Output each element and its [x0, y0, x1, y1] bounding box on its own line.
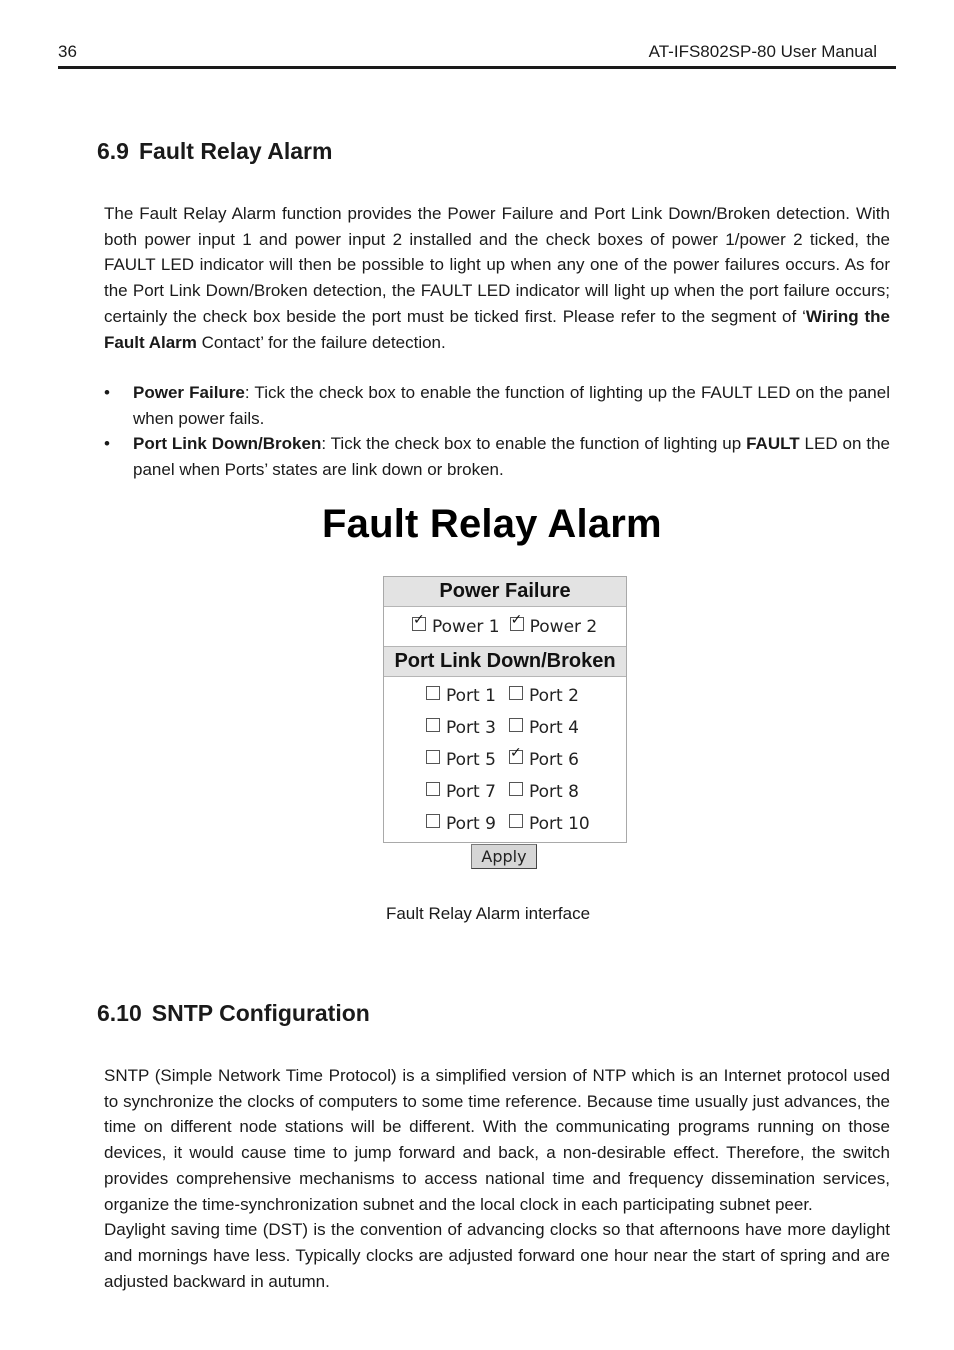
port-label: Port 4 — [529, 718, 579, 738]
port-label: Port 3 — [446, 718, 496, 738]
port-2-checkbox[interactable] — [509, 686, 523, 700]
port-7-checkbox[interactable] — [426, 782, 440, 796]
port-row — [384, 814, 668, 834]
port-label: Port 6 — [529, 750, 579, 770]
port-8-option[interactable] — [509, 782, 579, 802]
port-6-checkbox[interactable] — [509, 750, 523, 764]
bullet-dot: • — [104, 383, 110, 402]
port-label: Port 9 — [446, 814, 496, 834]
power-1-checkbox[interactable] — [412, 617, 426, 631]
header-rule — [58, 66, 896, 69]
port-9-option[interactable] — [426, 814, 509, 834]
sntp-paragraph-1: SNTP (Simple Network Time Protocol) is a simplified version of NTP which is an Internet protocol used to synchronize the clocks of computers to some time reference. Because time usually just advances, the time on different node stations will be different. With the communicating programs running on those devices, it would cause time to jump forward and back, a non-desirable effect. Therefore, the switch provides comprehensive mechanisms to access national time and frequency dissemination services, organize the time-synchronization subnet and the local clock in each participating subnet peer. — [104, 1066, 890, 1214]
port-10-checkbox[interactable] — [509, 814, 523, 828]
power-failure-header: Power Failure — [384, 577, 626, 607]
sntp-paragraph-2: Daylight saving time (DST) is the convention of advancing clocks so that afternoons have more daylight and mornings have less. Typically clocks are adjusted forward one hour near the start of spring and are adjusted backward in autumn. — [104, 1220, 890, 1291]
port-2-option[interactable] — [509, 686, 579, 706]
port-4-option[interactable] — [509, 718, 579, 738]
fault-relay-bullets — [104, 380, 890, 483]
port-label: Port 10 — [529, 814, 590, 834]
port-8-checkbox[interactable] — [509, 782, 523, 796]
port-label: Port 8 — [529, 782, 579, 802]
bullet-bold-word: FAULT — [746, 434, 800, 454]
bullet-term: Power Failure — [133, 383, 245, 402]
power-1-label: Power 1 — [432, 617, 500, 637]
bullet-dot: • — [104, 434, 110, 454]
figure-caption: Fault Relay Alarm interface — [385, 904, 591, 923]
port-row — [384, 718, 668, 738]
section-title: SNTP Configuration — [151, 1000, 370, 1026]
section-number: 6.10 — [97, 1000, 142, 1026]
bullet-text-end: LED on the panel when Ports’ states are link down or broken. — [133, 434, 890, 480]
port-1-checkbox[interactable] — [426, 686, 440, 700]
power-row — [384, 617, 654, 637]
port-row — [384, 782, 668, 802]
port-9-checkbox[interactable] — [426, 814, 440, 828]
fault-relay-panel — [383, 576, 627, 843]
intro-text-end: Contact’ for the failure detection. — [196, 332, 446, 352]
port-link-header: Port Link Down/Broken — [384, 646, 626, 677]
power-2-option[interactable] — [510, 617, 598, 637]
fault-relay-intro — [104, 201, 890, 355]
sntp-body — [104, 1063, 890, 1294]
port-6-option[interactable] — [509, 750, 579, 770]
port-10-option[interactable] — [509, 814, 590, 834]
port-3-option[interactable] — [426, 718, 509, 738]
bullet-term: Port Link Down/Broken — [133, 434, 322, 454]
port-4-checkbox[interactable] — [509, 718, 523, 732]
port-label: Port 5 — [446, 750, 496, 770]
page-number: 36 — [58, 42, 77, 61]
port-1-option[interactable] — [426, 686, 509, 706]
figure-title: Fault Relay Alarm — [322, 502, 662, 546]
apply-button[interactable]: Apply — [471, 844, 537, 869]
bullet-text: : Tick the check box to enable the function of lighting up the FAULT LED on the panel when power fails. — [133, 383, 890, 428]
port-7-option[interactable] — [426, 782, 509, 802]
section-heading-sntp — [97, 1000, 370, 1027]
bullet-port-link — [104, 431, 890, 482]
port-label: Port 7 — [446, 782, 496, 802]
section-number: 6.9 — [97, 138, 129, 164]
port-label: Port 1 — [446, 686, 496, 706]
manual-title: AT-IFS802SP-80 User Manual — [648, 42, 877, 61]
intro-text: The Fault Relay Alarm function provides the Power Failure and Port Link Down/Broken detection. With both power input 1 and power input 2 installed and the check boxes of power 1/power 2 ticked, the FAULT LED indicator will then be possible to light up when any one of the power failures occurs. As for the Port Link Down/Broken detection, the FAULT LED indicator will light up when the port failure occurs; certainly the check box beside the port must be ticked first. Please refer to the segment of ‘ — [104, 204, 890, 326]
power-2-checkbox[interactable] — [510, 617, 524, 631]
port-5-checkbox[interactable] — [426, 750, 440, 764]
port-5-option[interactable] — [426, 750, 509, 770]
port-row — [384, 750, 668, 770]
section-heading-fault-relay — [97, 138, 332, 165]
port-row — [384, 686, 668, 706]
power-1-option[interactable] — [412, 617, 500, 637]
intro-bold: Wiring the Fault Alarm — [104, 306, 890, 352]
port-label: Port 2 — [529, 686, 579, 706]
port-3-checkbox[interactable] — [426, 718, 440, 732]
power-2-label: Power 2 — [529, 617, 598, 637]
bullet-text: : Tick the check box to enable the function of lighting up — [321, 434, 747, 454]
section-title: Fault Relay Alarm — [138, 138, 333, 164]
bullet-power-failure — [104, 380, 890, 431]
